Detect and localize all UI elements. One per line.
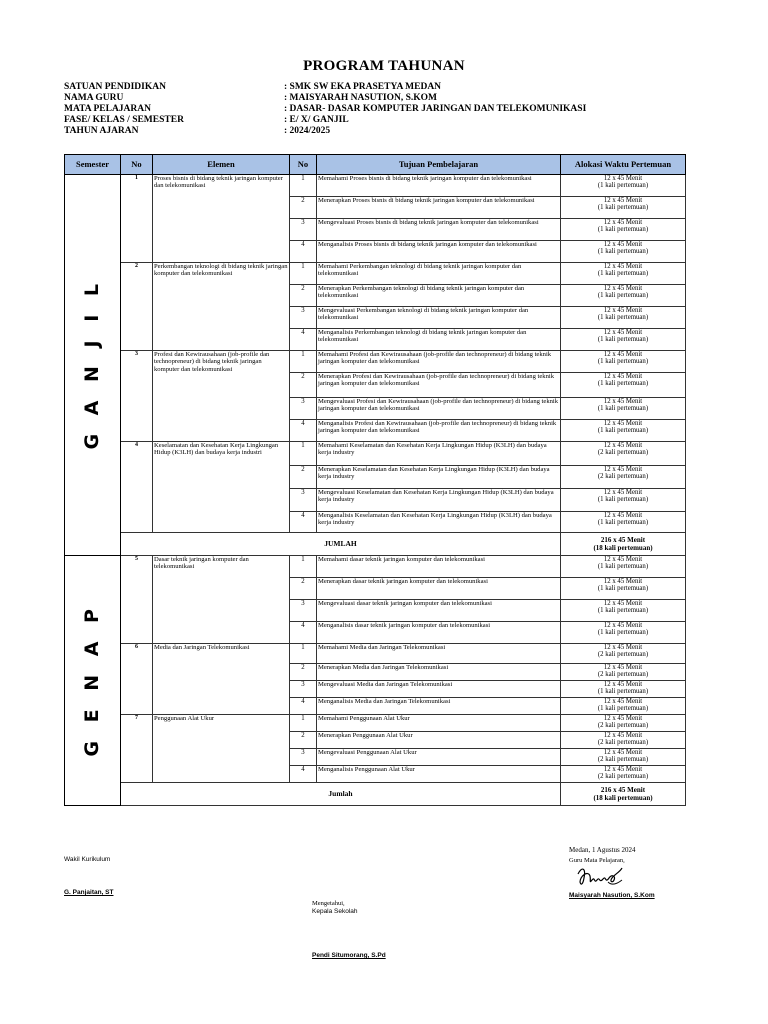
goal-number: 3 (290, 219, 317, 241)
goal-number: 4 (290, 512, 317, 533)
time-allocation (561, 556, 686, 578)
meta-value: : E/ X/ GANJIL (284, 115, 349, 125)
goal-text: Menerapkan Perkembangan teknologi di bidang teknik jaringan komputer dan telekomunikasi (317, 285, 561, 307)
time-duration: 12 x 45 Menit (603, 698, 643, 705)
table-row (65, 644, 686, 664)
goal-number: 3 (290, 307, 317, 329)
time-allocation (561, 578, 686, 600)
goal-number: 3 (290, 749, 317, 766)
time-duration: 12 x 45 Menit (603, 664, 643, 671)
meta-row (64, 82, 724, 93)
header-no: No (121, 155, 153, 175)
time-allocation (561, 512, 686, 533)
goal-number: 3 (290, 681, 317, 698)
goal-number: 2 (290, 578, 317, 600)
time-duration: 12 x 45 Menit (603, 681, 643, 688)
summary-duration: 216 x 45 Menit (600, 536, 646, 544)
goal-text: Menganalisis dasar teknik jaringan komputer dan telekomunikasi (317, 622, 561, 644)
goal-text: Mengevaluasi Keselamatan dan Kesehatan Kerja Lingkungan Hidup (K3LH) dan budaya kerja industry (317, 489, 561, 512)
time-allocation (561, 600, 686, 622)
header-semester: Semester (65, 155, 121, 175)
time-duration: 12 x 45 Menit (603, 600, 643, 607)
time-duration: 12 x 45 Menit (603, 175, 643, 182)
header-tujuan: Tujuan Pembelajaran (317, 155, 561, 175)
vice-role: Wakil Kurikulum (64, 856, 111, 863)
time-allocation (561, 420, 686, 442)
time-allocation (561, 197, 686, 219)
goal-text: Menerapkan dasar teknik jaringan komputer dan telekomunikasi (317, 578, 561, 600)
time-duration: 12 x 45 Menit (603, 622, 643, 629)
time-duration: 12 x 45 Menit (603, 398, 643, 405)
element-number: 6 (121, 644, 153, 715)
time-meetings: (2 kali pertemuan) (597, 773, 649, 781)
goal-number: 1 (290, 442, 317, 466)
meta-label: TAHUN AJARAN (64, 126, 139, 136)
element-number: 7 (121, 715, 153, 783)
teacher-role: Guru Mata Pelajaran, (569, 857, 625, 864)
time-meetings: (1 kali pertemuan) (597, 270, 649, 278)
time-meetings: (1 kali pertemuan) (597, 336, 649, 344)
time-duration: 12 x 45 Menit (603, 578, 643, 585)
goal-number: 4 (290, 241, 317, 263)
time-allocation (561, 766, 686, 783)
element-number: 5 (121, 556, 153, 644)
time-meetings: (2 kali pertemuan) (597, 449, 649, 457)
teacher-name: Maisyarah Nasution, S.Kom (569, 892, 655, 899)
time-allocation (561, 373, 686, 398)
time-meetings: (1 kali pertemuan) (597, 585, 649, 593)
summary-row (65, 533, 686, 556)
meta-row (64, 126, 724, 137)
goal-text: Menerapkan Penggunaan Alat Ukur (317, 732, 561, 749)
time-meetings: (2 kali pertemuan) (597, 473, 649, 481)
goal-text: Memahami Media dan Jaringan Telekomunikasi (317, 644, 561, 664)
time-allocation (561, 698, 686, 715)
element-number: 3 (121, 351, 153, 442)
time-allocation (561, 329, 686, 351)
time-duration: 12 x 45 Menit (603, 241, 643, 248)
goal-number: 1 (290, 351, 317, 373)
time-meetings: (1 kali pertemuan) (597, 688, 649, 696)
time-meetings: (1 kali pertemuan) (597, 705, 649, 713)
goal-number: 1 (290, 715, 317, 732)
semester-cell (65, 556, 121, 806)
summary-label: JUMLAH (121, 533, 561, 556)
element-name: Proses bisnis di bidang teknik jaringan komputer dan telekomunikasi (153, 175, 290, 263)
header-alokasi: Alokasi Waktu Pertemuan (561, 155, 686, 175)
goal-number: 1 (290, 263, 317, 285)
goal-number: 2 (290, 466, 317, 489)
goal-text: Memahami Proses bisnis di bidang teknik jaringan komputer dan telekomunikasi (317, 175, 561, 197)
head-name: Pendi Situmorang, S.Pd (312, 952, 386, 959)
place-date: Medan, 1 Agustus 2024 (569, 846, 636, 854)
goal-number: 4 (290, 622, 317, 644)
time-duration: 12 x 45 Menit (603, 351, 643, 358)
goal-text: Menganalisis Proses bisnis di bidang teknik jaringan komputer dan telekomunikasi (317, 241, 561, 263)
time-allocation (561, 307, 686, 329)
time-duration: 12 x 45 Menit (603, 715, 643, 722)
semester-label: G E N A P (80, 602, 103, 757)
time-allocation (561, 489, 686, 512)
meta-row (64, 93, 724, 104)
goal-text: Menganalisis Profesi dan Kewirausahaan (job-profile dan technopreneur) di bidang teknik jaringan komputer dan telekomunikasi (317, 420, 561, 442)
time-allocation (561, 285, 686, 307)
goal-text: Memahami Penggunaan Alat Ukur (317, 715, 561, 732)
time-meetings: (1 kali pertemuan) (597, 380, 649, 388)
element-number: 4 (121, 442, 153, 533)
time-meetings: (1 kali pertemuan) (597, 496, 649, 504)
time-meetings: (1 kali pertemuan) (597, 248, 649, 256)
time-allocation (561, 622, 686, 644)
known-by: Mengetahui, (312, 900, 345, 907)
time-duration: 12 x 45 Menit (603, 466, 643, 473)
meta-label: MATA PELAJARAN (64, 104, 151, 114)
program-table (64, 154, 686, 806)
goal-text: Mengevaluasi Perkembangan teknologi di bidang teknik jaringan komputer dan telekomunikasi (317, 307, 561, 329)
time-allocation (561, 644, 686, 664)
goal-text: Memahami dasar teknik jaringan komputer dan telekomunikasi (317, 556, 561, 578)
time-duration: 12 x 45 Menit (603, 197, 643, 204)
time-meetings: (1 kali pertemuan) (597, 405, 649, 413)
goal-number: 1 (290, 644, 317, 664)
meta-row (64, 115, 724, 126)
time-duration: 12 x 45 Menit (603, 373, 643, 380)
time-meetings: (1 kali pertemuan) (597, 629, 649, 637)
goal-number: 3 (290, 489, 317, 512)
goal-number: 2 (290, 373, 317, 398)
goal-text: Menerapkan Proses bisnis di bidang teknik jaringan komputer dan telekomunikasi (317, 197, 561, 219)
vice-name: G. Panjaitan, ST (64, 889, 114, 896)
goal-number: 2 (290, 664, 317, 681)
goal-text: Menerapkan Keselamatan dan Kesehatan Kerja Lingkungan Hidup (K3LH) dan budaya kerja industry (317, 466, 561, 489)
goal-number: 4 (290, 698, 317, 715)
time-duration: 12 x 45 Menit (603, 219, 643, 226)
time-duration: 12 x 45 Menit (603, 442, 643, 449)
element-number: 1 (121, 175, 153, 263)
summary-meetings: (18 kali pertemuan) (593, 544, 653, 552)
element-name: Keselamatan dan Kesehatan Kerja Lingkungan Hidup (K3LH) dan budaya kerja industri (153, 442, 290, 533)
time-allocation (561, 715, 686, 732)
goal-text: Memahami Perkembangan teknologi di bidang teknik jaringan komputer dan telekomunikasi (317, 263, 561, 285)
summary-label: Jumlah (121, 783, 561, 806)
table-row (65, 263, 686, 285)
time-allocation (561, 466, 686, 489)
time-meetings: (1 kali pertemuan) (597, 182, 649, 190)
time-meetings: (1 kali pertemuan) (597, 563, 649, 571)
document-meta (64, 82, 724, 137)
time-allocation (561, 351, 686, 373)
meta-label: NAMA GURU (64, 93, 124, 103)
header-elemen: Elemen (153, 155, 290, 175)
time-duration: 12 x 45 Menit (603, 732, 643, 739)
goal-text: Menerapkan Media dan Jaringan Telekomunikasi (317, 664, 561, 681)
time-duration: 12 x 45 Menit (603, 263, 643, 270)
goal-text: Mengevaluasi Profesi dan Kewirausahaan (job-profile dan technopreneur) di bidang teknik jaringan komputer dan telekomunikasi (317, 398, 561, 420)
summary-duration: 216 x 45 Menit (600, 786, 646, 794)
table-header-row (65, 155, 686, 175)
summary-total (561, 533, 686, 556)
time-meetings: (1 kali pertemuan) (597, 226, 649, 234)
goal-number: 4 (290, 329, 317, 351)
goal-text: Menganalisis Perkembangan teknologi di bidang teknik jaringan komputer dan telekomunikasi (317, 329, 561, 351)
document-title: PROGRAM TAHUNAN (303, 58, 465, 74)
table-row (65, 351, 686, 373)
time-allocation (561, 442, 686, 466)
time-allocation (561, 398, 686, 420)
goal-number: 3 (290, 600, 317, 622)
summary-meetings: (18 kali pertemuan) (593, 794, 653, 802)
time-allocation (561, 263, 686, 285)
time-meetings: (1 kali pertemuan) (597, 204, 649, 212)
time-duration: 12 x 45 Menit (603, 749, 643, 756)
element-name: Perkembangan teknologi di bidang teknik jaringan komputer dan telekomunikasi (153, 263, 290, 351)
time-allocation (561, 241, 686, 263)
element-name: Dasar teknik jaringan komputer dan telekomunikasi (153, 556, 290, 644)
time-duration: 12 x 45 Menit (603, 556, 643, 563)
table-body (65, 175, 686, 806)
time-allocation (561, 681, 686, 698)
time-meetings: (1 kali pertemuan) (597, 519, 649, 527)
goal-number: 3 (290, 398, 317, 420)
time-meetings: (1 kali pertemuan) (597, 292, 649, 300)
time-allocation (561, 175, 686, 197)
meta-value: : 2024/2025 (284, 126, 331, 136)
table-row (65, 556, 686, 578)
goal-number: 4 (290, 766, 317, 783)
goal-text: Memahami Keselamatan dan Kesehatan Kerja Lingkungan Hidup (K3LH) dan budaya kerja industry (317, 442, 561, 466)
time-meetings: (2 kali pertemuan) (597, 739, 649, 747)
goal-text: Menganalisis Media dan Jaringan Telekomunikasi (317, 698, 561, 715)
goal-text: Mengevaluasi Media dan Jaringan Telekomunikasi (317, 681, 561, 698)
goal-number: 1 (290, 175, 317, 197)
goal-text: Mengevaluasi Proses bisnis di bidang teknik jaringan komputer dan telekomunikasi (317, 219, 561, 241)
time-meetings: (2 kali pertemuan) (597, 722, 649, 730)
semester-label: G A N J I L (80, 278, 103, 450)
time-duration: 12 x 45 Menit (603, 512, 643, 519)
time-duration: 12 x 45 Menit (603, 329, 643, 336)
time-allocation (561, 664, 686, 681)
time-allocation (561, 732, 686, 749)
goal-number: 1 (290, 556, 317, 578)
goal-number: 2 (290, 285, 317, 307)
meta-label: SATUAN PENDIDIKAN (64, 82, 166, 92)
head-role: Kepala Sekolah (312, 908, 358, 915)
meta-row (64, 104, 724, 115)
goal-number: 2 (290, 197, 317, 219)
time-duration: 12 x 45 Menit (603, 420, 643, 427)
table-row (65, 442, 686, 466)
header-no-goal: No (290, 155, 317, 175)
time-meetings: (1 kali pertemuan) (597, 358, 649, 366)
goal-text: Memahami Profesi dan Kewirausahaan (job-profile dan technopreneur) di bidang teknik jaringan komputer dan telekomunikasi (317, 351, 561, 373)
time-duration: 12 x 45 Menit (603, 307, 643, 314)
goal-number: 4 (290, 420, 317, 442)
meta-value: : MAISYARAH NASUTION, S.KOM (284, 93, 437, 103)
element-name: Media dan Jaringan Telekomunikasi (153, 644, 290, 715)
time-meetings: (1 kali pertemuan) (597, 607, 649, 615)
table-row (65, 715, 686, 732)
teacher-signature (572, 864, 628, 890)
goal-text: Mengevaluasi Penggunaan Alat Ukur (317, 749, 561, 766)
summary-total (561, 783, 686, 806)
summary-row (65, 783, 686, 806)
meta-label: FASE/ KELAS / SEMESTER (64, 115, 184, 125)
time-allocation (561, 749, 686, 766)
element-name: Penggunaan Alat Ukur (153, 715, 290, 783)
goal-text: Mengevaluasi dasar teknik jaringan komputer dan telekomunikasi (317, 600, 561, 622)
goal-text: Menerapkan Profesi dan Kewirausahaan (job-profile dan technopreneur) di bidang teknik jaringan komputer dan telekomunikasi (317, 373, 561, 398)
time-allocation (561, 219, 686, 241)
element-name: Profesi dan Kewirausahaan (job-profile dan technopreneur) di bidang teknik jaringan komputer dan telekomunikasi (153, 351, 290, 442)
time-duration: 12 x 45 Menit (603, 766, 643, 773)
time-meetings: (1 kali pertemuan) (597, 314, 649, 322)
time-duration: 12 x 45 Menit (603, 285, 643, 292)
time-meetings: (1 kali pertemuan) (597, 427, 649, 435)
element-number: 2 (121, 263, 153, 351)
goal-number: 2 (290, 732, 317, 749)
time-meetings: (2 kali pertemuan) (597, 756, 649, 764)
goal-text: Menganalisis Penggunaan Alat Ukur (317, 766, 561, 783)
semester-cell (65, 175, 121, 556)
goal-text: Menganalisis Keselamatan dan Kesehatan Kerja Lingkungan Hidup (K3LH) dan budaya kerja industry (317, 512, 561, 533)
meta-value: : DASAR- DASAR KOMPUTER JARINGAN DAN TELEKOMUNIKASI (284, 104, 587, 114)
meta-value: : SMK SW EKA PRASETYA MEDAN (284, 82, 442, 92)
time-duration: 12 x 45 Menit (603, 644, 643, 651)
table-row (65, 175, 686, 197)
time-meetings: (2 kali pertemuan) (597, 651, 649, 659)
time-duration: 12 x 45 Menit (603, 489, 643, 496)
time-meetings: (2 kali pertemuan) (597, 671, 649, 679)
